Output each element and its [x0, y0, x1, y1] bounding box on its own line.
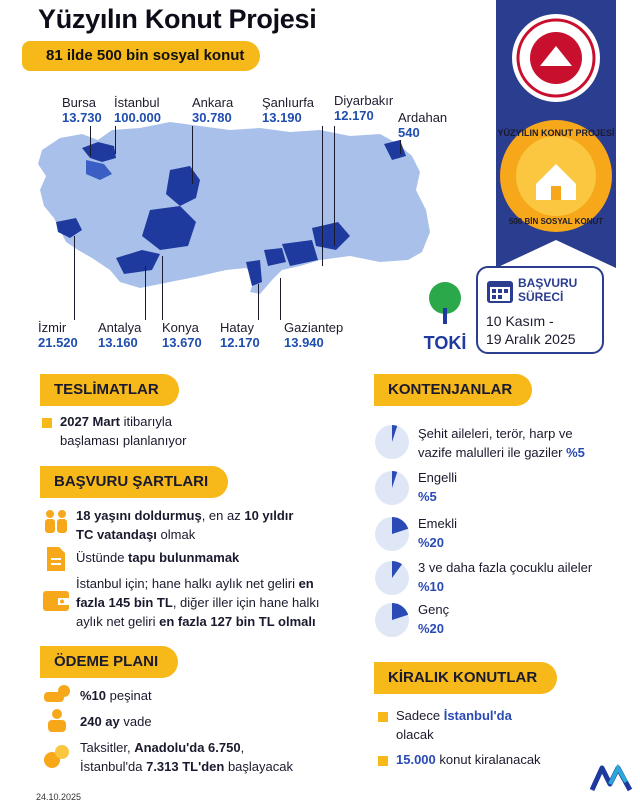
- wallet-icon: [42, 586, 70, 612]
- section-quotas: KONTENJANLAR: [374, 374, 532, 406]
- application-date-end: 19 Aralık 2025: [486, 331, 576, 347]
- city-value: 13.940: [284, 335, 324, 350]
- requirement-income: İstanbul için; hane halkı aylık net geliri en fazla 145 bin TL, diğer iller için hane halkı aylık net geliri en fazla 127 bin TL olmalı: [76, 576, 320, 629]
- city-ankara: [192, 95, 233, 125]
- city-value: 540: [398, 125, 420, 140]
- city-name: İzmir: [38, 320, 67, 335]
- quota-item: Engelli %5: [418, 470, 458, 504]
- city-value: 13.670: [162, 335, 202, 350]
- quota-item: Genç %20: [418, 602, 450, 636]
- city-value: 21.520: [38, 335, 78, 350]
- publisher-logo-icon: [590, 762, 632, 794]
- application-title-line2: SÜRECİ: [518, 290, 564, 304]
- application-date-start: 10 Kasım -: [486, 313, 554, 329]
- city-name: İstanbul: [114, 95, 160, 110]
- city-value: 30.780: [192, 110, 232, 125]
- city-name: Şanlıurfa: [262, 95, 315, 110]
- coins-icon: [42, 740, 72, 770]
- city-value: 13.190: [262, 110, 302, 125]
- city-name: Konya: [162, 320, 199, 335]
- city-sanliurfa: [262, 95, 314, 125]
- city-name: Ankara: [192, 95, 234, 110]
- city-ardahan: [398, 110, 447, 140]
- section-deliveries: TESLİMATLAR: [40, 374, 179, 406]
- city-konya: [162, 320, 202, 350]
- toki-tree-icon: [417, 278, 473, 334]
- requirement-age: 18 yaşını doldurmuş, en az 10 yıldır TC vatandaşı olmak: [76, 508, 294, 542]
- city-name: Diyarbakır: [334, 93, 394, 108]
- city-hatay: [220, 320, 260, 350]
- payment-down: %10 peşinat: [80, 688, 152, 703]
- rental-count: 15.000 konut kiralanacak: [396, 752, 541, 767]
- subtitle-banner: 81 ilde 500 bin sosyal konut: [28, 41, 260, 71]
- project-badge: [496, 0, 616, 268]
- city-value: 13.160: [98, 335, 138, 350]
- city-diyarbakir: [334, 93, 393, 123]
- region-hatay: [246, 260, 262, 286]
- city-name: Antalya: [98, 320, 142, 335]
- payment-term: 240 ay vade: [80, 714, 152, 729]
- rental-istanbul: Sadece İstanbul'da olacak: [396, 708, 512, 742]
- section-requirements: BAŞVURU ŞARTLARI: [40, 466, 228, 498]
- quota-item: Şehit aileleri, terör, harp ve vazife malulleri ile gaziler %5: [418, 426, 585, 460]
- deliveries-text: 2027 Mart itibarıyla başlaması planlanıyor: [60, 414, 187, 448]
- city-value: 12.170: [220, 335, 260, 350]
- city-antalya: [98, 320, 141, 350]
- city-izmir: [38, 320, 78, 350]
- footer-date: 24.10.2025: [36, 792, 82, 802]
- people-icon: [42, 508, 70, 534]
- city-value: 100.000: [114, 110, 161, 125]
- quota-pie-icon: [374, 470, 410, 506]
- turkey-map: [20, 110, 440, 310]
- quota-pie-icon: [374, 560, 410, 596]
- application-title: [518, 276, 577, 304]
- application-title-line1: BAŞVURU: [518, 276, 578, 290]
- city-name: Bursa: [62, 95, 96, 110]
- section-payment: ÖDEME PLANI: [40, 646, 178, 678]
- badge-ring-top: YÜZYILIN KONUT PROJESİ: [497, 128, 615, 138]
- section-rentals: KİRALIK KONUTLAR: [374, 662, 557, 694]
- document-icon: [44, 546, 68, 572]
- toki-label: TOKİ: [423, 333, 467, 353]
- quota-item: Emekli %20: [418, 516, 458, 550]
- city-gaziantep: [284, 320, 343, 350]
- quota-pie-icon: [374, 602, 410, 638]
- page-title: Yüzyılın Konut Projesi: [38, 4, 317, 34]
- calendar-icon: [486, 278, 514, 304]
- bullet: [378, 712, 388, 722]
- toki-logo: [410, 278, 480, 354]
- payment-installments: Taksitler, Anadolu'da 6.750, İstanbul'da 7.313 TL'den başlayacak: [80, 740, 293, 774]
- city-value: 13.730: [62, 110, 102, 125]
- city-name: Ardahan: [398, 110, 448, 125]
- application-dates: [486, 312, 576, 348]
- city-name: Hatay: [220, 320, 254, 335]
- hand-money-icon: [42, 684, 72, 704]
- quota-pie-icon: [374, 516, 410, 552]
- badge-ring-bottom: 500 BİN SOSYAL KONUT: [508, 217, 604, 226]
- application-period-box: [476, 266, 604, 354]
- city-value: 12.170: [334, 108, 374, 123]
- quota-item: 3 ve daha fazla çocuklu aileler %10: [418, 560, 593, 594]
- city-istanbul: [114, 95, 161, 125]
- requirement-deed: Üstünde tapu bulunmamak: [76, 550, 240, 565]
- city-bursa: [62, 95, 102, 125]
- bullet: [42, 418, 52, 428]
- calendar-person-icon: [44, 708, 70, 732]
- city-name: Gaziantep: [284, 320, 344, 335]
- bullet: [378, 756, 388, 766]
- quota-pie-icon: [374, 424, 410, 460]
